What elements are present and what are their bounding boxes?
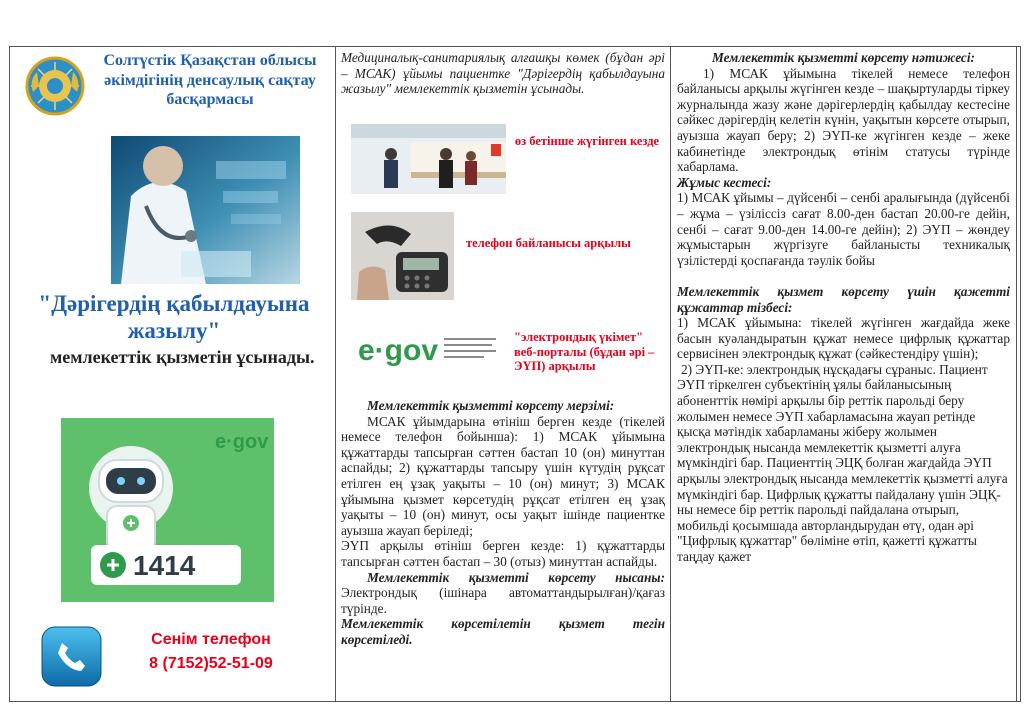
middle-column	[336, 46, 670, 700]
term-body-msak: МСАК ұйымдарына өтініш берген кезде (тікелей немесе телефон бойынша): 1) МСАК ұйымына құжаттарды тапсырған сәттен бастап 10 (он) минуттан аспайды; 2) құжаттарды тапсыру үшін күтудің рұқсат етілген ең ұзақ уақыты – 10 (он) минут; 3) МСАК ұйымына қызмет көрсетудің рұқсат етілген ең ұзақ уақыты – 10 (он) минут, осы уақыт ішінде пациентке ауызша жауап беріледі;	[341, 413, 665, 538]
term-body-egov: ЭҮП арқылы өтініш берген кезде: 1) құжаттарды тапсырған сәттен бастап – 30 (отыз) минуттан аспайды.	[341, 538, 665, 569]
schedule-title: Жұмыс кестесі:	[677, 174, 772, 190]
right-column	[671, 46, 1016, 700]
free-service-text: Мемлекеттік көрсетілетін қызмет тегін көрсетіледі.	[341, 616, 665, 647]
robot-number: 1414	[133, 550, 196, 581]
phone-icon	[41, 626, 102, 687]
service-subtitle: мемлекеттік қызметін ұсынады.	[50, 347, 315, 367]
documents-title: Мемлекеттік қызмет көрсету үшін қажетті құжаттар тізбесі:	[677, 283, 1010, 315]
intro-text: Медициналық-санитариялық алғашқы көмек (бұдан әрі – МСАК) ұйымы пациентке "Дәрігердің қабылдауына жазылу" мемлекеттік қызметін ұсынады.	[341, 50, 665, 97]
trust-phone-label: Сенім телефон	[151, 631, 271, 648]
trust-phone-number[interactable]: 8 (7152)52-51-09	[149, 655, 273, 672]
egov-robot-brand: e·gov	[215, 431, 269, 453]
term-title: Мемлекеттік қызметті көрсету мерзімі:	[367, 398, 615, 413]
doctor-image	[111, 136, 300, 284]
column-divider	[1016, 46, 1017, 702]
form-title: Мемлекеттік қызметті көрсету нысаны:	[367, 569, 665, 585]
form-body: Электрондық (ішінара автоматтандырылған)/қағаз түрінде.	[341, 585, 665, 616]
kazakhstan-emblem-icon	[25, 56, 85, 116]
egov-logo-text: e·gov	[358, 334, 439, 367]
result-body: 1) МСАК ұйымына тікелей немесе телефон байланысы арқылы жүгінген кезде – шақыртуларды тіркеу журналында жазу және дәрігерлердің қабылдау кестесіне сәйкес дәрігердің келетін күнін, уақытын көрсете отырып, ауызша жауап беру; 2) ЭҮП-ке жүгінген кезде – жеке кабинетінде электрондық өтінім статусы түрінде хабарлама.	[677, 65, 1010, 175]
documents-body-msak: 1) МСАК ұйымына: тікелей жүгінген жағдайда жеке басын куәландыратын құжат немесе цифрлық құжаттар сервисінен электрондық құжат (сәйкестендіру үшін);	[677, 315, 1010, 362]
robot-1414-image	[61, 418, 274, 602]
result-title: Мемлекеттік қызметті көрсету нәтижесі:	[712, 50, 975, 65]
egov-logo	[356, 328, 501, 370]
method-in-person: өз бетінше жүгінген кезде	[514, 134, 660, 148]
organization-name: Солтүстік Қазақстан облысы әкімдігінің денсаулық сақтау басқармасы	[103, 52, 317, 108]
left-column	[10, 46, 335, 700]
documents-body-egov: 2) ЭҮП-ке: электрондық нұсқадағы сұраныс. Пациент ЭҮП тіркелген субъектінің ұялы байланысының абоненттік нөмірі арқылы бір реттік парольді беру жолымен немесе ЭҮП хабарламасына жауап ретінде қысқа мәтіндік хабарламаны жіберу жолымен электрондық нысанда мемлекеттік қызметті алуға мүмкіндігі бар. Пациенттің ЭЦҚ болған жағдайда ЭҮП арқылы электрондық нысанда мемлекеттік қызметті алуға мүмкіндігі бар. Цифрлық құжатты пайдалану үшін ЭЦҚ-ны немесе бір реттік парольді пайдалана отырып, мобильді қосымшада авторландырудан өтү, одан әрі "Цифрлық құжаттар" бөліміне өтіп, қажетті құжатты таңдау қажет	[677, 361, 1008, 564]
schedule-body: 1) МСАК ұйымы – дүйсенбі – сенбі аралығында (дүйсенбі – жұма – үзіліссіз сағат 8.00-ден бастап 20.00-ге дейін, сенбі – сағат 9.00-ден 14.00-ге дейін); 2) ЭҮП – жөндеу жұмыстарын жүргізуге байланысты техникалық үзілістерді қоспағанда тәулік бойы	[677, 190, 1010, 268]
method-telephone: телефон байланысы арқылы	[466, 236, 631, 250]
telephone-photo	[351, 212, 454, 300]
method-egov: "электрондық үкімет" веб-порталы (бұдан әрі – ЭҮП) арқылы	[514, 330, 655, 373]
service-title: "Дәрігердің қабылдауына жазылу"	[38, 291, 310, 343]
reception-photo	[351, 124, 506, 194]
